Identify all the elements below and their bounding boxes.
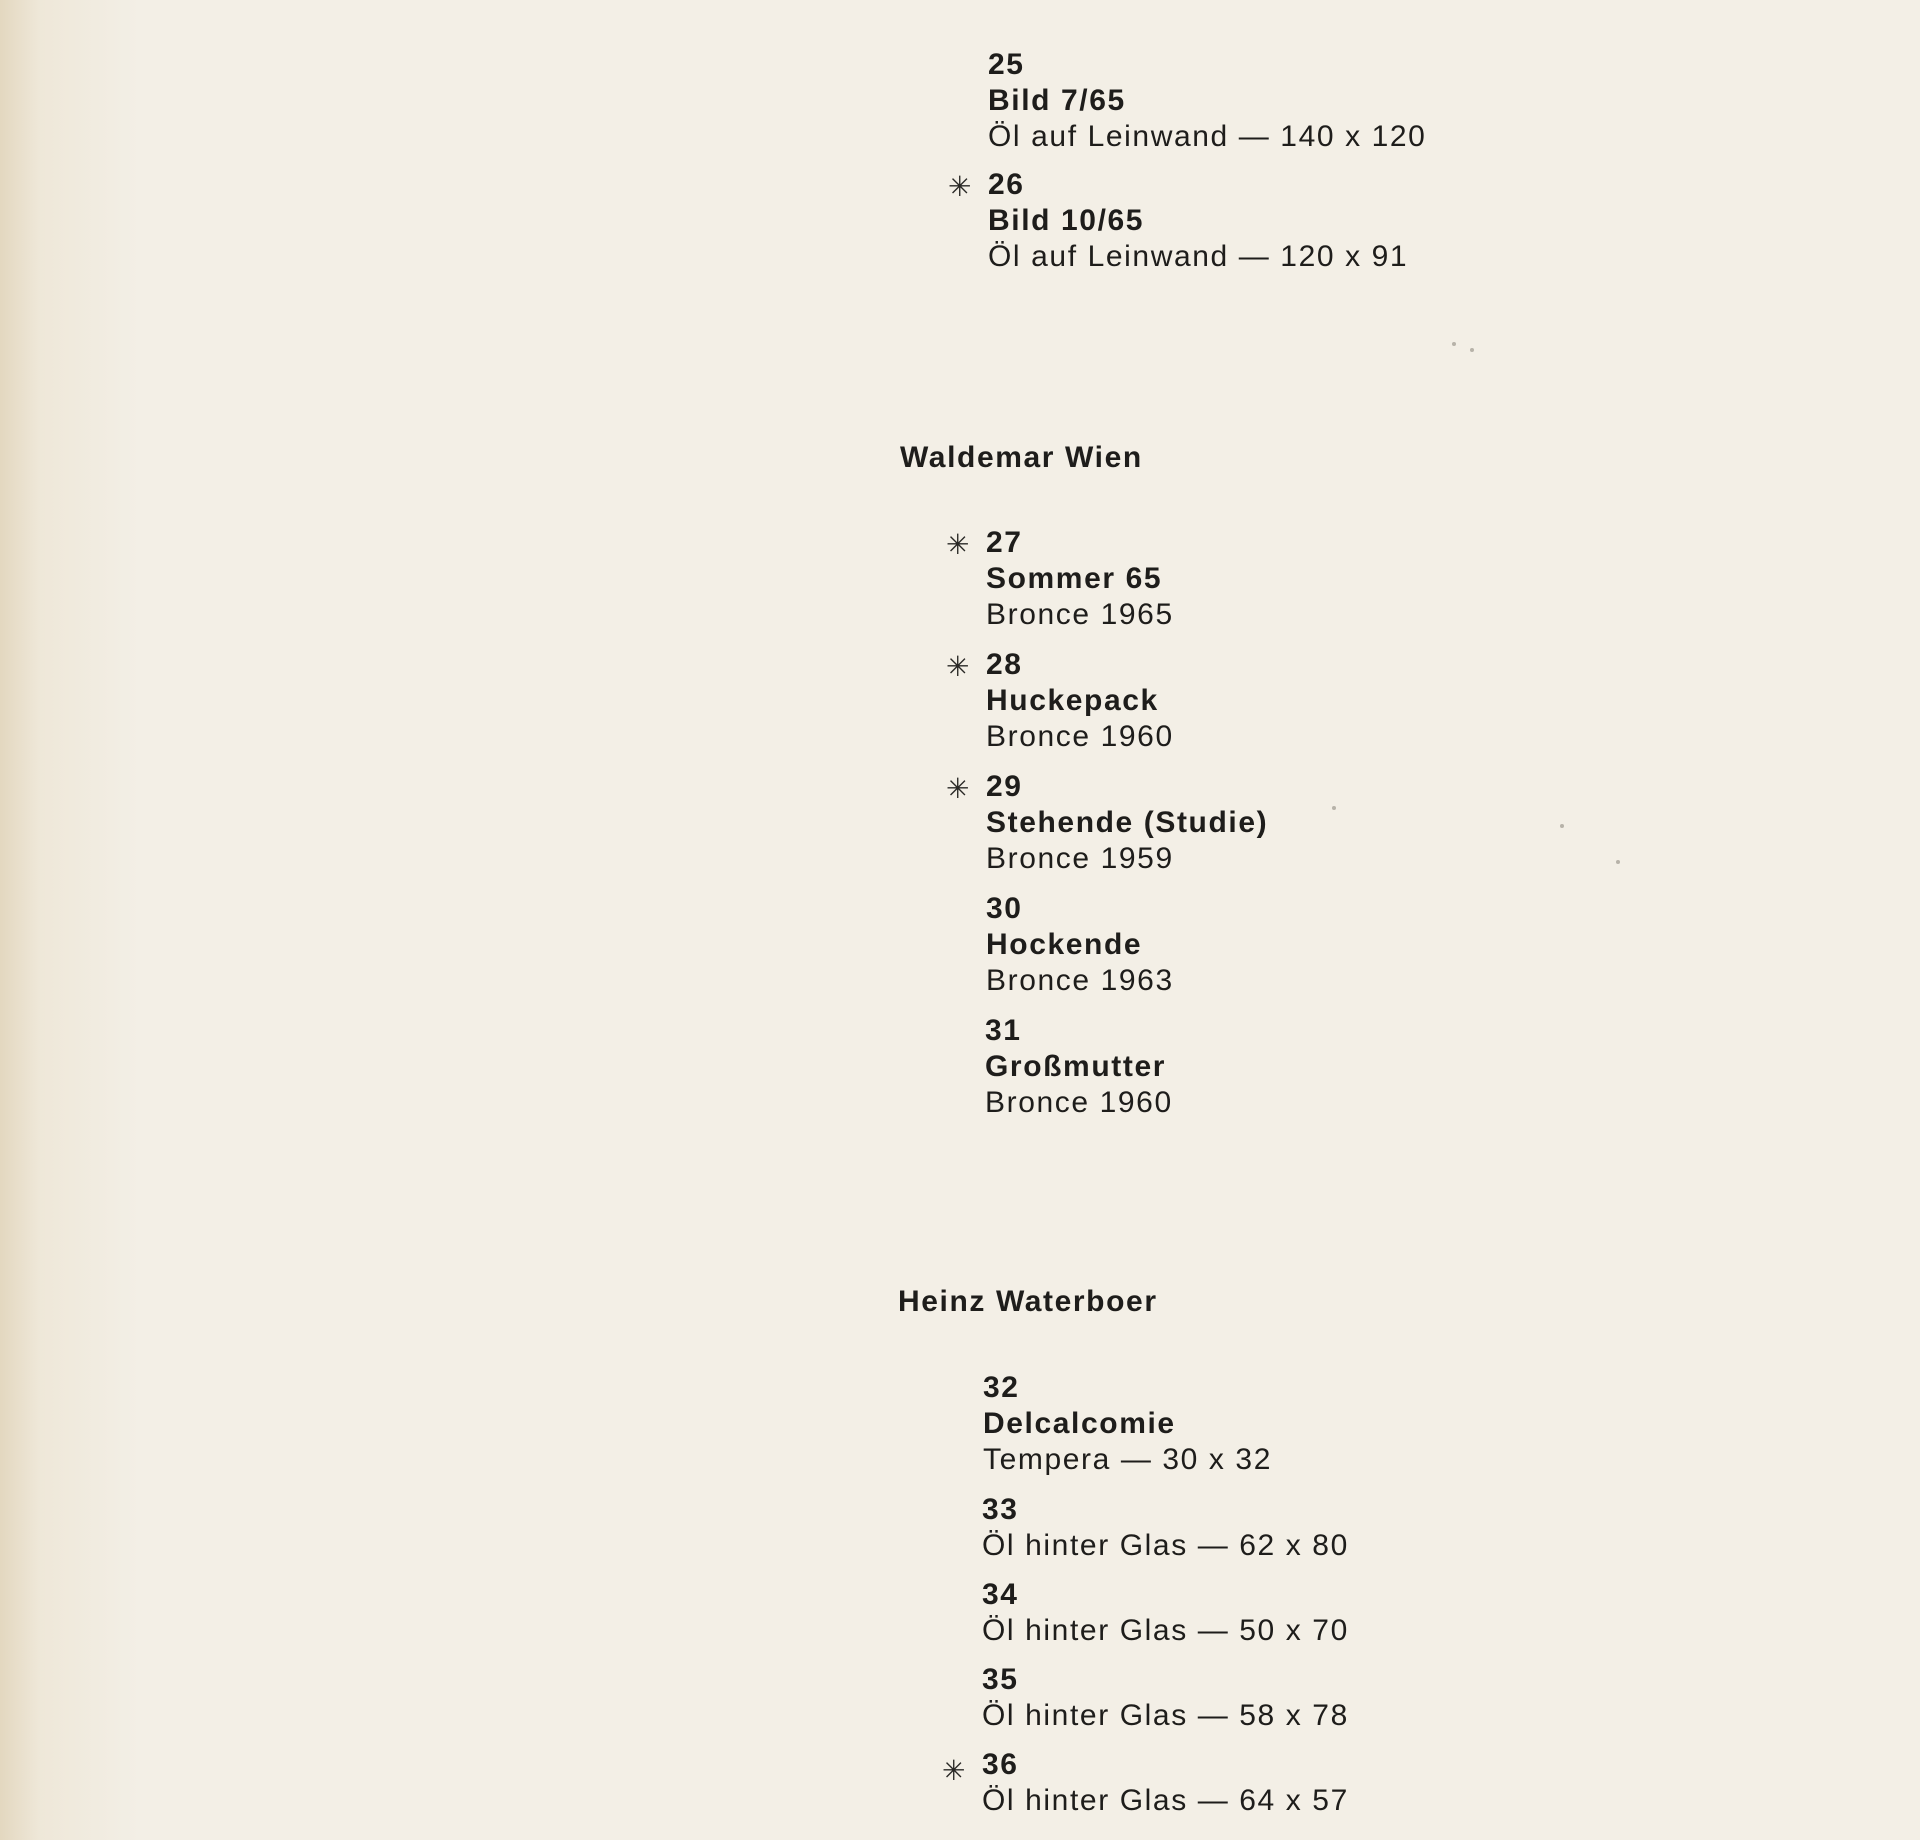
artist-heading: Heinz Waterboer	[898, 1285, 1158, 1318]
entry-number: 31	[985, 1014, 1022, 1047]
catalog-entry	[946, 769, 1686, 877]
catalog-entry	[983, 1370, 1683, 1478]
catalog-entry	[948, 167, 1688, 275]
asterisk-marker-icon: ✳	[948, 171, 972, 202]
entry-description: Bronce 1959	[986, 842, 1174, 875]
entry-number: 30	[986, 892, 1023, 925]
entry-number: 28	[986, 648, 1023, 681]
entry-title: Bild 10/65	[988, 204, 1145, 237]
catalog-entry	[946, 647, 1686, 755]
entry-title: Stehende (Studie)	[986, 806, 1269, 839]
entry-number: 33	[982, 1493, 1019, 1526]
entry-title: Huckepack	[986, 684, 1159, 717]
entry-title: Delcalcomie	[983, 1407, 1176, 1440]
catalog-entry	[942, 1747, 1682, 1819]
catalog-entry	[982, 1492, 1682, 1564]
entry-title: Sommer 65	[986, 562, 1163, 595]
entry-number: 32	[983, 1371, 1020, 1404]
entry-title: Großmutter	[985, 1050, 1166, 1083]
entry-number: 25	[988, 48, 1025, 81]
entry-number: 26	[988, 168, 1025, 201]
catalog-entry	[985, 1013, 1685, 1121]
catalog-entry	[982, 1577, 1682, 1649]
asterisk-marker-icon: ✳	[946, 529, 970, 560]
entry-description: Bronce 1960	[986, 720, 1174, 753]
entry-number: 34	[982, 1578, 1019, 1611]
entry-description: Öl hinter Glas — 62 x 80	[982, 1529, 1349, 1562]
entry-description: Bronce 1965	[986, 598, 1174, 631]
entry-description: Öl hinter Glas — 64 x 57	[982, 1784, 1349, 1817]
asterisk-marker-icon: ✳	[946, 651, 970, 682]
entry-description: Öl auf Leinwand — 120 x 91	[988, 240, 1409, 273]
entry-number: 36	[982, 1748, 1019, 1781]
entry-number: 27	[986, 526, 1023, 559]
paper-speck	[1616, 860, 1620, 864]
entry-number: 29	[986, 770, 1023, 803]
entry-description: Tempera — 30 x 32	[983, 1443, 1272, 1476]
entry-description: Bronce 1963	[986, 964, 1174, 997]
catalog-entry	[946, 525, 1686, 633]
entry-description: Öl auf Leinwand — 140 x 120	[988, 120, 1427, 153]
entry-number: 35	[982, 1663, 1019, 1696]
catalog-entry	[988, 47, 1688, 155]
paper-speck	[1332, 806, 1336, 810]
paper-speck	[1560, 824, 1564, 828]
paper-speck	[1452, 342, 1456, 346]
entry-description: Bronce 1960	[985, 1086, 1173, 1119]
entry-description: Öl hinter Glas — 58 x 78	[982, 1699, 1349, 1732]
artist-heading: Waldemar Wien	[900, 441, 1143, 474]
catalog-entry	[986, 891, 1686, 999]
entry-description: Öl hinter Glas — 50 x 70	[982, 1614, 1349, 1647]
asterisk-marker-icon: ✳	[946, 773, 970, 804]
entry-title: Hockende	[986, 928, 1143, 961]
asterisk-marker-icon: ✳	[942, 1755, 966, 1786]
paper-speck	[1470, 348, 1474, 352]
entry-title: Bild 7/65	[988, 84, 1126, 117]
catalog-entry	[982, 1662, 1682, 1734]
